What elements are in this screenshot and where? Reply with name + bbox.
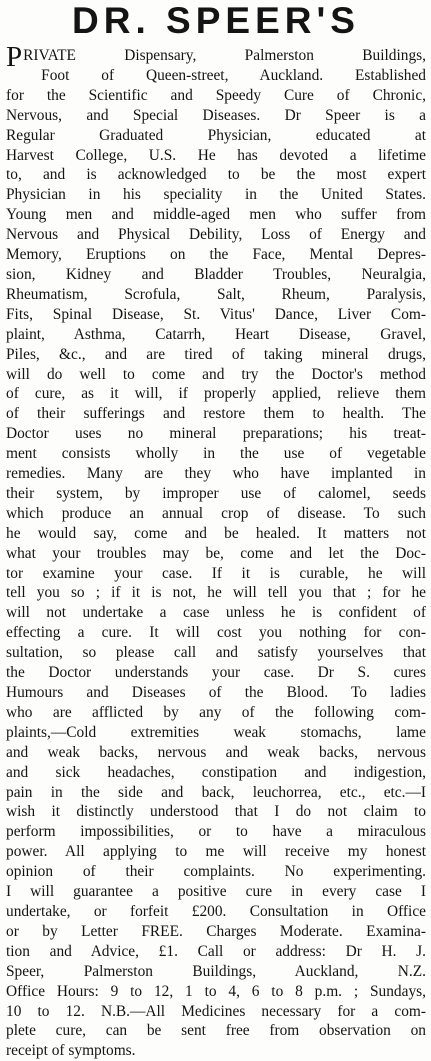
- body-text-line: Nervous and Physical Debility, Loss of Energy and: [6, 226, 426, 244]
- body-text-line: what your troubles may be, come and let the Doc-: [6, 544, 426, 562]
- body-text-line: to, and is acknowledged to be the most expert: [6, 166, 426, 184]
- body-text-line: their system, by improper use of calomel, seeds: [6, 484, 426, 502]
- body-text-line: the Doctor understands your case. Dr S. cures: [6, 664, 426, 682]
- body-text-line: and weak backs, nervous and weak backs, nervous: [6, 743, 426, 761]
- body-text-line: Young men and middle-aged men who suffer from: [6, 206, 426, 224]
- body-text-line: for the Scientific and Speedy Cure of Chronic,: [6, 86, 426, 104]
- body-text-line: or by Letter FREE. Charges Moderate. Examina-: [6, 922, 426, 940]
- body-text-line: Rheumatism, Scrofula, Salt, Rheum, Paralysis,: [6, 285, 426, 303]
- advertisement-body: [6, 41, 426, 1061]
- body-text-line: receipt of symptoms.: [6, 1042, 136, 1060]
- body-text-line: and sick headaches, constipation and indigestion,: [6, 763, 426, 781]
- body-text-line: Humours and Diseases of the Blood. To ladies: [6, 684, 426, 701]
- drop-cap-letter: P: [6, 41, 23, 73]
- body-text-line: will do well to come and try the Doctor's method: [6, 365, 426, 383]
- body-text-line: tion and Advice, £1. Call or address: Dr H. J.: [6, 942, 426, 960]
- body-text-line: undertake, or forfeit £200. Consultation in Office: [6, 902, 426, 920]
- body-text-line: perform impossibilities, or to have a miraculous: [6, 823, 426, 841]
- body-text-line: Memory, Eruptions on the Face, Mental Depres-: [6, 246, 426, 264]
- body-text-line: ment consists wholly in the use of vegetable: [6, 445, 426, 463]
- body-text-line: wish it distinctly understood that I do not claim to: [6, 803, 426, 821]
- body-text-line: effecting a cure. It will cost you nothing for con-: [6, 624, 426, 642]
- body-text-line: which produce an annual crop of disease. To such: [6, 504, 426, 522]
- body-text-line: of cure, as it will, if properly applied, relieve them: [6, 385, 426, 403]
- body-text-line: who are afflicted by any of the following com-: [6, 703, 426, 721]
- body-text-line: 10 to 12. N.B.—All Medicines necessary for a com-: [6, 1002, 426, 1020]
- body-text-line: pain in the side and back, leuchorrea, etc., etc.—I: [6, 783, 426, 801]
- body-text-line: power. All applying to me will receive my honest: [6, 843, 426, 861]
- body-text-line: Piles, &c., and are tired of taking mineral drugs,: [6, 345, 426, 363]
- body-text-line: sion, Kidney and Bladder Troubles, Neuralgia,: [6, 265, 426, 283]
- body-text-line: plete cure, can be sent free from observation on: [6, 1022, 426, 1040]
- body-text-line: Doctor uses no mineral preparations; his treat-: [6, 425, 426, 443]
- body-text-line: Regular Graduated Physician, educated at: [6, 126, 426, 144]
- body-text-line: I will guarantee a positive cure in every case I: [6, 883, 426, 901]
- body-text-line: Physician in his speciality in the United States.: [6, 186, 426, 204]
- body-text-line: RIVATE Dispensary, Palmerston Buildings,: [23, 47, 426, 64]
- body-text-line: plaint, Asthma, Catarrh, Heart Disease, Gravel,: [6, 325, 426, 343]
- body-text-line: tor examine your case. If it is curable, he will: [6, 564, 426, 582]
- body-text-line: remedies. Many are they who have implanted in: [6, 465, 426, 483]
- body-text-line: Speer, Palmerston Buildings, Auckland, N.Z.: [6, 962, 426, 980]
- body-text-line: Fits, Spinal Disease, St. Vitus' Dance, Liver Com-: [6, 305, 426, 323]
- body-text-line: plaints,—Cold extremities weak stomachs, lame: [6, 723, 426, 741]
- body-text-line: opinion of their complaints. No experimenting.: [6, 863, 426, 881]
- body-text-line: will not undertake a case unless he is confident of: [6, 604, 426, 622]
- body-text-line: Office Hours: 9 to 12, 1 to 4, 6 to 8 p.m. ; Sundays,: [6, 982, 426, 1000]
- body-text-line: Foot of Queen-street, Auckland. Established: [41, 66, 426, 84]
- body-text-line: Nervous, and Special Diseases. Dr Speer is a: [6, 106, 426, 124]
- body-text-line: of their sufferings and restore them to health. The: [6, 405, 426, 423]
- body-text-line: sultation, so please call and satisfy yourselves that: [6, 644, 426, 662]
- advertisement-headline: DR. SPEER'S: [72, 0, 360, 41]
- body-text-line: he would say, come and be healed. It matters not: [6, 524, 426, 542]
- body-text-line: tell you so ; if it is not, he will tell you that ; for he: [6, 584, 426, 602]
- body-text-line: Harvest College, U.S. He has devoted a lifetime: [6, 146, 426, 164]
